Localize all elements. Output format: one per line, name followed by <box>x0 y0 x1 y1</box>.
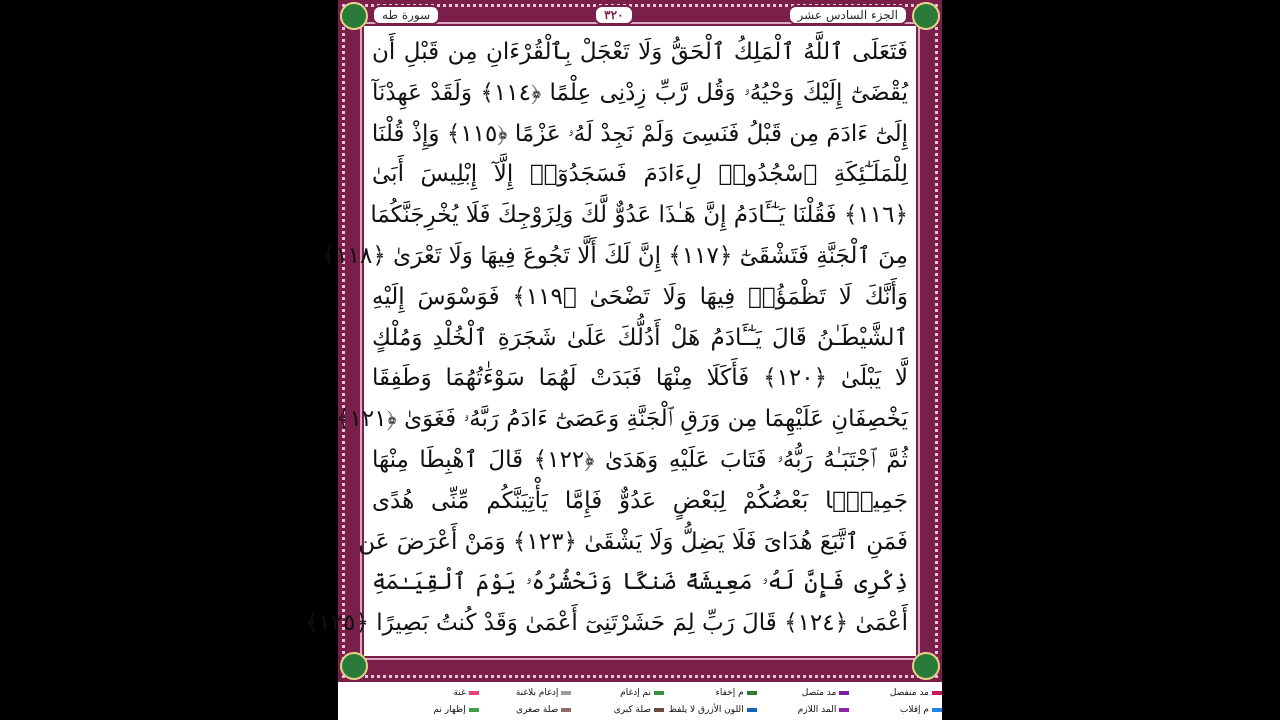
legend-label: غنة <box>453 687 466 698</box>
legend-item <box>571 684 664 701</box>
legend-swatch-icon <box>839 691 849 695</box>
legend-item <box>664 684 757 701</box>
text-line: فَتَعَلَى ٱللَّهُ ٱلْمَلِكُ ٱلْحَقُّ وَلَا تَعْجَلْ بِٱلْقُرْءَانِ مِن قَبْلِ أَن <box>372 39 908 65</box>
legend-swatch-icon <box>839 708 849 712</box>
legend-label: صلة كبرى <box>613 704 652 715</box>
legend-swatch-icon <box>469 691 479 695</box>
legend-label: نم إدغام <box>620 687 652 698</box>
corner-ornament-icon <box>340 2 368 30</box>
legend-label: مد منفصل <box>889 687 929 698</box>
legend-label: م إقلاب <box>899 704 929 715</box>
text-line: مِنَ ٱلْجَنَّةِ فَتَشْقَىٰٓ ﴿١١٧﴾ إِنَّ لَكَ أَلَّا تَجُوعَ فِيهَا وَلَا تَعْرَىٰ ﴿١١٨﴾ <box>321 242 908 269</box>
legend-item <box>757 701 850 718</box>
surah-label: سورة طه <box>372 5 440 25</box>
text-line: ثُمَّ ٱجْتَبَـٰهُ رَبُّهُۥ فَتَابَ عَلَيْهِ وَهَدَىٰ ﴿١٢٢﴾ قَالَ ٱهْبِطَا مِنْهَا <box>372 446 908 473</box>
legend-item <box>571 701 664 718</box>
legend-swatch-icon <box>469 708 479 712</box>
corner-ornament-icon <box>340 652 368 680</box>
legend-swatch-icon <box>654 708 664 712</box>
legend-swatch-icon <box>747 708 757 712</box>
text-line: يَخْصِفَانِ عَلَيْهِمَا مِن وَرَقِ ٱلْجَنَّةِ وَعَصَىٰٓ ءَادَمُ رَبَّهُۥ فَغَوَىٰ ﴿١٢١﴾ <box>336 406 908 433</box>
legend-label: المد اللازم <box>797 704 837 715</box>
legend-label: مد متصل <box>801 687 837 698</box>
legend-item <box>479 684 572 701</box>
text-line: ﴿١١٦﴾ فَقُلْنَا يَـٰٓـَٔادَمُ إِنَّ هَـٰذَا عَدُوٌّ لَّكَ وَلِزَوْجِكَ فَلَا يُخْرِجَنَّكُمَا <box>370 202 908 229</box>
legend-label: إدغام بلاغنة <box>515 687 559 698</box>
legend-swatch-icon <box>561 691 571 695</box>
legend-item <box>757 684 850 701</box>
corner-ornament-icon <box>912 2 940 30</box>
legend-swatch-icon <box>932 691 942 695</box>
legend-item <box>849 701 942 718</box>
text-line: ذِكْرِى فَإِنَّ لَهُۥ مَعِيشَةً ضَنكًا وَنَحْشُرُهُۥ يَوْمَ ٱلْقِيَـٰمَةِ <box>372 569 908 596</box>
corner-ornament-icon <box>912 652 940 680</box>
legend-item <box>479 701 572 718</box>
text-line: يُقْضَىٰٓ إِلَيْكَ وَحْيُهُۥ وَقُل رَّبِّ زِدْنِى عِلْمًا ﴿١١٤﴾ وَلَقَدْ عَهِدْنَآ <box>372 79 908 106</box>
text-line: أَعْمَىٰ ﴿١٢٤﴾ قَالَ رَبِّ لِمَ حَشَرْتَنِىٓ أَعْمَىٰ وَقَدْ كُنتُ بَصِيرًا ﴿١٢٥﴾ <box>304 610 908 637</box>
legend-item <box>849 684 942 701</box>
text-line: جَمِيعًۢا بَعْضُكُمْ لِبَعْضٍ عَدُوٌّ فَإِمَّا يَأْتِيَنَّكُم مِّنِّى هُدًى <box>372 487 908 514</box>
text-line: ٱلشَّيْطَـٰنُ قَالَ يَـٰٓـَٔادَمُ هَلْ أَدُلُّكَ عَلَىٰ شَجَرَةِ ٱلْخُلْدِ وَمُلْكٍ <box>372 324 908 351</box>
page-number: ٣٢٠ <box>594 5 633 25</box>
text-line: فَمَنِ ٱتَّبَعَ هُدَاىَ فَلَا يَضِلُّ وَلَا يَشْقَىٰ ﴿١٢٣﴾ وَمَنْ أَعْرَضَ عَن <box>358 528 908 555</box>
text-line: لِلْمَلَـٰٓئِكَةِ ٱسْجُدُوا۟ لِءَادَمَ فَسَجَدُوٓا۟ إِلَّآ إِبْلِيسَ أَبَىٰ <box>372 161 908 188</box>
legend-item <box>386 684 479 701</box>
legend-label: إظهار نم <box>433 704 466 715</box>
legend-label: م إخفاء <box>715 687 744 698</box>
page-header <box>372 4 908 26</box>
legend-label: اللون الأزرق لا يلفظ <box>668 704 744 715</box>
legend-swatch-icon <box>747 691 757 695</box>
legend-swatch-icon <box>654 691 664 695</box>
text-line: وَأَنَّكَ لَا تَظْمَؤُا۟ فِيهَا وَلَا تَضْحَىٰ ﴿١١٩﴾ فَوَسْوَسَ إِلَيْهِ <box>372 283 908 310</box>
legend-swatch-icon <box>932 708 942 712</box>
text-line: إِلَىٰٓ ءَادَمَ مِن قَبْلُ فَنَسِىَ وَلَمْ نَجِدْ لَهُۥ عَزْمًا ﴿١١٥﴾ وَإِذْ قُلْنَا <box>371 120 908 147</box>
juz-label: الجزء السادس عشر <box>788 5 908 25</box>
legend-item <box>664 701 757 718</box>
legend-item <box>386 701 479 718</box>
tajweed-legend <box>386 684 942 718</box>
legend-label: صلة صغرى <box>516 704 559 715</box>
text-line: لَّا يَبْلَىٰ ﴿١٢٠﴾ فَأَكَلَا مِنْهَا فَبَدَتْ لَهُمَا سَوْءَٰتُهُمَا وَطَفِقَا <box>372 365 908 392</box>
legend-swatch-icon <box>561 708 571 712</box>
quran-text <box>304 32 908 672</box>
